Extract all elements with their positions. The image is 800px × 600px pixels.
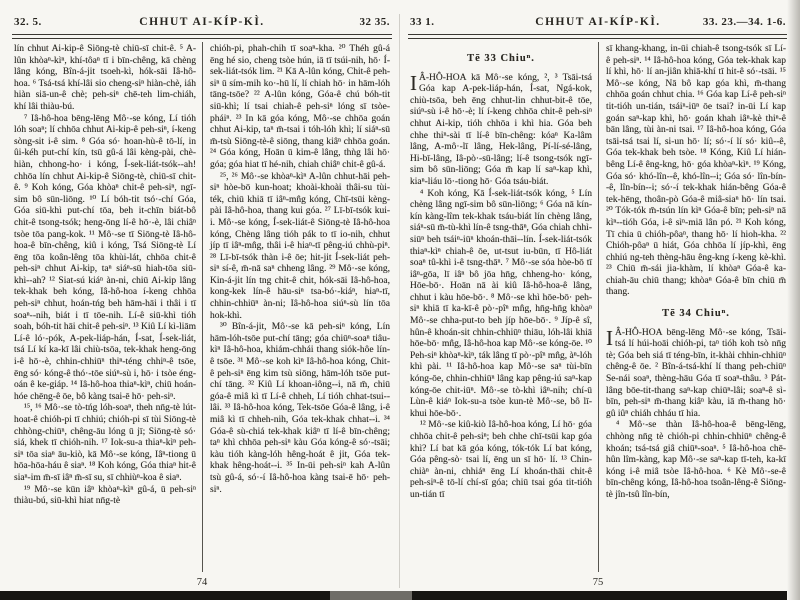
verse-paragraph: ³⁰ Bîn-á-jit, Mô·-se kā peh-siⁿ kóng, Lín hām-lóh-tsōe put-chí tāng; góa chiūⁿ-soaⁿ tiâu-kìⁿ Iâ-hô-hoa, khiám-chhái thang siók-hôe lín-ê tsōe. ³¹ Mô·-se koh kìⁿ Iâ-hô-hoa kóng, Chit-ê peh-siⁿ ēng kim tsù siōng, hām-lóh tsōe put-chí tāng. ³² Kiû Lí khoan-iông--i, nā m̄, chiū góa-ê miâ kì tī Lí-ê chheh, Lí tióh chhat-tsui--lâi. ³³ Iâ-hô-hoa kóng, Tek-tsōe Góa-ê lâng, i-ê miâ kì tī chheh-nih, Góa tek-khak chhat--i. ³⁴ Góa-ê sù-chiá tek-khak kiâⁿ tī lí-ê bīn-chêng; taⁿ khì chhōa peh-siⁿ kàu Góa kóng-ê só·-tsāi; kàu tióh kàng-lóh hêng-hoát ê jit, Góa tek-khak hêng-hoát--i. ³⁵ In-ūi peh-siⁿ kah A-lûn tsù gû-á, só·-í Iâ-hô-hoa kàng tsai-ē hō· peh-siⁿ.: [210, 322, 390, 495]
left-page-running-title: CHHUT AI-KÍP-KÌ.: [139, 16, 265, 28]
right-page-header: [408, 16, 788, 32]
header-rule: [408, 34, 788, 39]
right-page-number: 75: [592, 577, 604, 588]
verse-paragraph: I Â-HÔ-HOA kā Mô·-se kóng, ², ³ Tsāi-tsá Góa kap A-pek-liáp-hán, Í-sat, Ngá-kok, chiù-tsōa, beh ēng chhut-lin chhut-bit-ê tōe, siúⁿ-sù i-ê hō·-è; lí í-keng chhōa chit-ê peh-siⁿ chhut Ai-kip, tióh chhōa i khì hia. Góa beh chhe thiⁿ-sài tī lí-ê bīn-chêng: kóaⁿ Ka-lâm lâng, A-mô·-lī lâng, Hek-lâng, Pí-lí-sé-lâng, Hi-bī-lâng, Iâ-pò·-sū-lâng; lí-ê tsong-tsók ngī-sim bô sūn-liōng; Góa m̄ kap lí saⁿ-kap khì, kiaⁿ-liáu lō·-tiong hō· Góa tsáu-biát.: [410, 70, 592, 187]
right-page-column-1: [408, 42, 598, 572]
right-page-ref-start: 33 1.: [410, 16, 435, 28]
verse-paragraph: ⁴ Koh kóng, Kā Í-sek-liát-tsók kóng, ⁵ Lín chèng lâng ngī-sim bô sūn-liōng; ⁶ Góa nā kín-kín kàng-lîm tek-khak tsáu-biát lín chèng lâng, siáⁿ-sū m̄-tù-khì lín-ê tsng-thāⁿ, Góa chiah chhì-siūⁿ beh tsáiⁿ-iūⁿ khoán-thāi--lín. Í-sek-liát-tsók thiaⁿ-kìⁿ chiah-ê ōe, ut-tsut iu-būn, tī Hô-liát soaⁿ tû-khì i-ê tsng-thāⁿ. ⁷ Mô·-se sóa hòe-bō tī iâⁿ-gōa, lī iâⁿ bô jōa hn̄g, chheng-ho· kóng, Hōe-bō·. Hoān nā ài kiû Iâ-hô-hoa-ê lâng, chhut i kàu hōe-bō·. ⁸ Mô·-se khì hōe-bō· peh-siⁿ khiā tī ka-kī-ê pò·-pîⁿ mn̂g, hn̄g-hn̄g khòaⁿ Mô·-se chha-put-to beh jíp hōe-bō·. ⁹ Jíp-ê sî, hûn-ê khoán-sit chhin-chhiūⁿ thiāu, lóh-lâi khiā hōe-bō· mn̂g, Iâ-hô-hoa kap Mô·-se kóng-ōe. ¹⁰ Peh-siⁿ khòaⁿ-kìⁿ, ták lâng tī pò·-pîⁿ mn̂g, àⁿ-lóh khì pài. ¹¹ Iâ-hô-hoa kap Mô·-se saⁿ tùi-bīn kóng-ōe, chhin-chhiūⁿ lâng kap pêng-iú saⁿ-kap kóng-ōe chit-iūⁿ. Mô·-se tò-khì iâⁿ-nih; chí-ū Lùn-ê kiáⁿ Iok-su-a tsòe kun-tè Mô·-se, bô lī-khui hōe-bō·.: [410, 188, 592, 419]
drop-cap: I: [606, 325, 613, 350]
left-page-ref-start: 32. 5.: [14, 16, 42, 28]
verse-paragraph: ⁴ Mô·-se thàn Iâ-hô-hoa-ê bēng-lēng, chhòng nn̄g tè chióh-pi chhin-chhiūⁿ chêng-ê khoán; tsá-tsá giâ chiūⁿ-soaⁿ. ⁵ Iâ-hô-hoa chē-hûn lîm-kàng, kap Mô·-se saⁿ-kap tī-teh, ka-kī kóng i-ê miâ tsòe Iâ-hô-hoa. ⁶ Kè Mô·-se-ê bīn-chêng kóng, Iâ-hô-hoa tsoân-lêng-ê Siōng-tè jîn-tsû lîn-bín,: [606, 420, 786, 500]
drop-cap: I: [410, 70, 417, 95]
right-page-columns: [408, 42, 788, 572]
verse-paragraph: I Â-HÔ-HOA bēng-lēng Mô·-se kóng, Tsāi-tsá lí húi-hoāi chióh-pi, taⁿ tióh koh tsò nn̄g tè; Góa beh siá tī téng-bīn, it-khài chhin-chhiūⁿ chêng-ê ōe. ² Bîn-á-tsá-khí lí thang peh-chiūⁿ Se-nái soaⁿ, thèng-hāu Góa tī soaⁿ-thâu. ³ Pát-lâng bōe-tit-thang saⁿ-kap chiūⁿ-lâi; soaⁿ-ê sì-bīn, peh-siⁿ m̄-thang kiâⁿ kàu, iā m̄-thang hō· gû iûⁿ chiáh chháu tī hia.: [606, 325, 786, 419]
chapter-heading: Tē 33 Chiuⁿ.: [467, 53, 535, 64]
left-page-column-2: [202, 42, 392, 572]
verse-paragraph: sī khang-khang, in-ūi chiah-ê tsong-tsók sī Lí-ê peh-siⁿ. ¹⁴ Iâ-hô-hoa kóng, Góa tek-khak kap lí khì, hō· lí an-jiân khiā-khí tī hit-ê só·-tsāi. ¹⁵ Mô·-se kóng, Nā bô kap góa khì, m̄-thang chhōa goán chhut chia. ¹⁶ Góa kap Lí-ê peh-siⁿ tit-tióh un-tián, tsáiⁿ-iūⁿ ōe tsai? in-ūi Lí kap goán saⁿ-kap khì, hō· goán khah iâⁿ-kè thiⁿ-ê bān lâng, tùi àn-ni tsai. ¹⁷ Iâ-hô-hoa kóng, Góa tsāi-tsá tsai lí, si-un hō· lí; só·-í lí só· kiû--ê, Góa tek-khak beh tsòe. ¹⁸ Kóng, Kiû Lí hián-bêng Lí-ê êng-kng, hō· góa khòaⁿ-kìⁿ. ¹⁹ Kóng, Góa só· khó-lîn--ê, khó-lîn--i; Góa só· lîn-bín--ê, lîn-bín--i; só·-í tek-khak hián-bêng Góa-ê tek-hēng, thoân-pò Góa-ê miâ-siaⁿ hō· lín tsai. ²⁰ Tók-tók m̄-tsún lín kìⁿ Góa-ê bīn; peh-siⁿ nā kìⁿ--tióh Góa, i-ê sìⁿ-miā lân pó. ²¹ Koh kóng, Tī chia ū chióh-pôaⁿ, thang hō· lí hioh-kha. ²² Chióh-pôaⁿ ū hiát, Góa chhōa lí jíp-khì, ēng chhiú ng-teh thèng-hāu êng-kng í-keng kè-khì. ²³ Chiū m̄-sái jia-khàm, lí khòaⁿ Góa-ê ka-chiah-āu chiū thang; khòaⁿ Góa-ê bīn chiū m̄ thang.: [606, 44, 786, 298]
verse-paragraph: ¹² Mô·-se kiû-kiò Iâ-hô-hoa kóng, Lí hō· góa chhōa chit-ê peh-siⁿ; beh chhe chī-tsūi kap góa khì? Lí bat kā góa kóng, tók-tók Lí bat kóng, Góa pêng-sò· tsai lí, ēng un sī hō· lí. ¹³ Chin-chiàⁿ àn-ni, chhiáⁿ ēng Lí khoán-thāi chit-ê peh-siⁿ-ê tō-lí chí-sī góa; chiū tsai góa tit-tióh un-tián tī: [410, 420, 592, 500]
verse-paragraph: ¹⁹ Mô·-se kūn iâⁿ khòaⁿ-kìⁿ gû-á, ū peh-siⁿ thiàu-bú, siū-khì hiat nn̄g-tè: [14, 484, 196, 507]
right-page-ref-end: 33. 23.—34. 1-6.: [702, 16, 786, 28]
scan-edge-gap: [330, 591, 412, 600]
verse-paragraph: ⁷ Iâ-hô-hoa bēng-lēng Mô·-se kóng, Lí tióh lóh soaⁿ; lí chhōa chhut Ai-kip-ê peh-siⁿ, í-keng sòng-sit i-ê sim. ⁸ Góa só· hoan-hù-ê tō-lí, in ûi-kéh put-chí kín, tsū gû-á lâi kèng-pài, chè-hiàn, chhong-ho· i kóng, Í-sek-liát-tsók--ah! chhōa lín chhut Ai-kip-ê Siōng-tè, chiū-sī chit-ê. ⁹ Koh kóng, Góa khòaⁿ chit-ê peh-siⁿ, ngī-sim bô sūn-liōng. ¹⁰ Lí bóh-tit tsó·-chí Góa, Góa siū-khì put-chí tōa, beh it-chīn biát-bô chit-ê tsong-tsók; heng-ōng lí-ê hō·-è, lâi chiâⁿ tsòe tōa pang-kok. ¹¹ Mô·-se tī Siōng-tè Iâ-hô-hoa-ê bīn-chêng, kiû i kóng, Tsá Siōng-tè Lí ēng tōa koân-lêng tōa khùi-lát, chhōa chit-ê peh-siⁿ chhut Ai-kip, taⁿ siáⁿ-sū hiah-tōa siū-khì--ah? ¹² Siat-sú kiáⁿ àn-ni, chiū Ai-kip lâng tek-khak beh kóng, Iâ-hô-hoa í-keng chhōa peh-siⁿ chhut, hoán-tńg beh hām-hāi i thâi i tī soaⁿ--nih, biát i tī tōe-nih. Lí-ê siū-khì tióh soah, bóh-tit hāi chit-ê peh-siⁿ. ¹³ Kiû Lí kì-liām Lí-ê ló·-pók, A-pek-liáp-hán, Í-sat, Í-sek-liát, tsá Lí kí ka-kī lâi chiù-tsōa, tek-khak heng-ōng i-ê hō·-è, chhin-chhiūⁿ thiⁿ-téng chhiⁿ-ê tsōe, ēng só· kóng-ê thó·-tōe siúⁿ-sù i, hō· i tsòe éng-oán ê ke-giáp. ¹⁴ Iâ-hô-hoa thiaⁿ-kìⁿ, chiū hoán-hóe chēng-ê ōe, bô kàng tsai-ē hō· peh-siⁿ.: [14, 113, 196, 402]
left-page-number: 74: [196, 577, 208, 588]
left-page-ref-end: 32 35.: [359, 16, 390, 28]
header-rule: [12, 34, 392, 39]
verse-paragraph: ¹⁵, ¹⁶ Mô·-se tò-tńg lóh-soaⁿ, theh nn̄g-tè lút-hoat-ê chióh-pi tī chhiú; chióh-pi sī tùi Siōng-tè chhòng-chiūⁿ, chêng-āu lóng ū jī; Siōng-tè só· siá, khek tī chióh-nih. ¹⁷ Iok-su-a thiaⁿ-kìⁿ peh-siⁿ tōa siaⁿ āu-kiò, kā Mô·-se kóng, Iâⁿ-tiong ū hōa-hōa-háu ê siaⁿ. ¹⁸ Koh kóng, Góa thiaⁿ hit-ê siaⁿ-im m̄-sī iâⁿ m̄-sī su, sī chhiùⁿ-koa ê siaⁿ.: [14, 403, 196, 483]
right-page: [408, 16, 788, 588]
verse-paragraph: lín chhut Ai-kip-ê Siōng-tè chiū-sī chit-ê. ⁵ A-lûn khòaⁿ-kìⁿ, khí-tôaⁿ tī i bīn-chêng, kā chèng lâng kóng, Bîn-á-jit tsoeh-kì, hók-sāi Iâ-hô-hoa. ⁶ Tsá-tsá khí-lâi sio cheng-siⁿ hiàn-chè, iáh hiàn siā-un-ê chè; peh-siⁿ chē-teh lim-chiáh, khí lâi thiàu-bú.: [14, 44, 196, 112]
right-page-column-2: [598, 42, 788, 572]
verse-paragraph: ²⁵, ²⁶ Mô·-se khòaⁿ-kìⁿ A-lûn chhut-hāi peh-siⁿ hòe-bō kun-hoat; khoài-khoài thâi-su tùi-ték, chiū khiā tī iâⁿ-mn̂g kóng, Chī-tsūi kèng-pài Iâ-hô-hoa, thang kui góa. ²⁷ Lī-bī-tsók kui-i. Mô·-se kóng, Í-sek-liát-ê Siōng-tè Iâ-hô-hoa kóng, Chèng lâng tióh pák to tī io-nih, chhut jíp tī iâⁿ-mn̂g, thâi i-ê hiaⁿ-tī pêng-iú chhù-piⁿ. ²⁸ Lī-bī-tsók thàn i-ê ōe; hit-jit Í-sek-liát peh-siⁿ sí-ê, m̄-nā saⁿ chheng lâng. ²⁹ Mô·-se kóng, Kin-á-jit lín tng chit-ê chit, hók-sāi Iâ-hô-hoa, kong-kek lín-ê hāu-siⁿ tsa-bó·-kiáⁿ, hiaⁿ-tī, chhin-chhiūⁿ àn-ni; Iâ-hô-hoa siúⁿ-sù lín tōa hok-khì.: [210, 171, 390, 321]
left-page-column-1: [12, 42, 202, 572]
chapter-heading: Tē 34 Chiuⁿ.: [662, 308, 730, 320]
right-page-running-title: CHHUT AI-KÍP-KÌ.: [535, 16, 661, 28]
left-page-header: [12, 16, 392, 32]
left-page: [12, 16, 392, 588]
page-gutter: [399, 14, 400, 588]
left-page-columns: [12, 42, 392, 572]
verse-paragraph: chióh-pi, phah-chih tī soaⁿ-kha. ²⁰ Théh gû-á ēng hé sio, cheng tsòe hún, iā tī tsúi-nih, hō· Í-sek-liát-tsók lim. ²¹ Kā A-lûn kóng, Chit-ê peh-siⁿ ū sím-mih ko·-hū lí, lí chiah hō· in hām-lóh tāng-tsōe? ²² A-lûn kóng, Góa-ê chú bóh-tit siū-khì; lí tsai chiah-ê peh-siⁿ lóng sī tsòe-pháiⁿ. ²³ In kā góa kóng, Mô·-se chhōa goán chhut Ai-kip, taⁿ m̄-tsai i tóh-lóh khì; lí siáⁿ-sū m̄-tsù Siōng-tè-ê siōng, thang kiâⁿ chhōa goán. ²⁴ Góa kóng, Hoān ū kim-ê lâng, thǹg lâi hō· góa; góa hiat tī hé-nih, chiah chiâⁿ chit-ê gû-á.: [210, 44, 390, 170]
